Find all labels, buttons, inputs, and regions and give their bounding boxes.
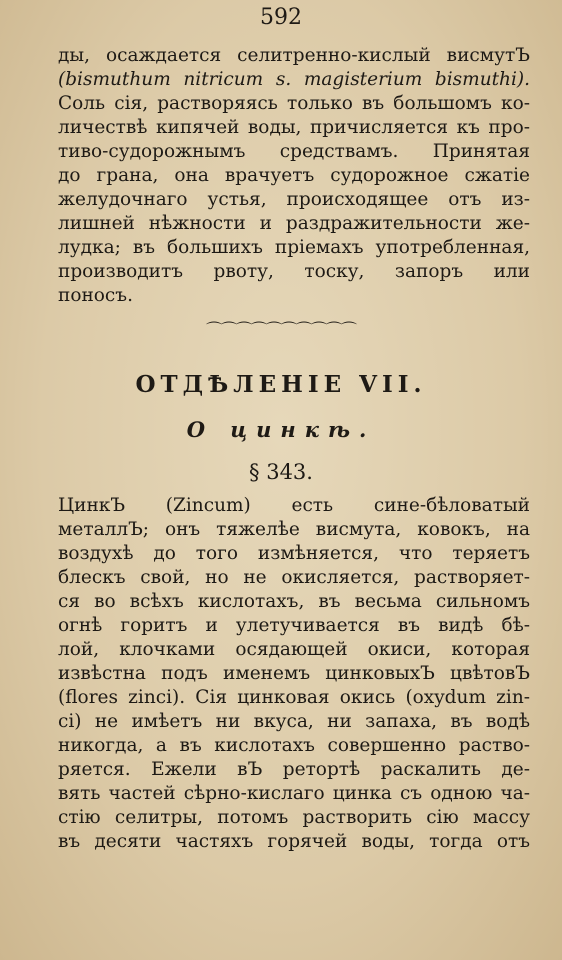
text-line: ряется. Ежели вЪ ретортѣ раскалить де-	[58, 759, 530, 780]
main-paragraph	[58, 494, 530, 854]
decorative-ornament: ⌒⌒⌒⌒⌒⌒⌒⌒⌒⌒	[205, 320, 356, 339]
text-line: вять частей сѣрно-кислаго цинка съ одною ча-	[58, 783, 530, 804]
section-heading: ОТДѢЛЕНІЕ VII.	[135, 371, 427, 398]
text-line: поносъ.	[58, 285, 133, 306]
text-line: лишней нѣжности и раздражительности же-	[58, 213, 530, 234]
text-line: личествѣ кипячей воды, причисляется къ про-	[58, 117, 530, 138]
text-line: Соль сія, растворяясь только въ большомъ ко-	[58, 93, 530, 114]
text-line: производитъ рвоту, тоску, запоръ или	[58, 261, 530, 282]
text-line: стію селитры, потомъ растворить сію массу	[58, 807, 530, 828]
text-line: огнѣ горитъ и улетучивается въ видѣ бѣ-	[58, 615, 530, 636]
text-line: тиво-судорожнымъ средствамъ. Принятая	[58, 141, 530, 162]
text-line: лудка; въ большихъ пріемахъ употребленная,	[58, 237, 530, 258]
text-line: блескъ свой, но не окисляется, растворяет-	[58, 567, 530, 588]
text-line: металлЪ; онъ тяжелѣе висмута, ковокъ, на	[58, 519, 530, 540]
text-line: ды, осаждается селитренно-кислый висмутЪ	[58, 45, 530, 66]
text-line: воздухѣ до того измѣняется, что теряетъ	[58, 543, 530, 564]
text-line: лой, клочками осядающей окиси, которая	[58, 639, 530, 660]
top-paragraph	[58, 44, 530, 308]
text-line: извѣстна подъ именемъ цинковыхЪ цвѣтовЪ	[58, 663, 530, 684]
text-line: ci) не имѣетъ ни вкуса, ни запаха, въ водѣ	[58, 711, 530, 732]
text-line: ЦинкЪ (Zincum) есть сине-бѣловатый	[58, 495, 530, 516]
text-line: въ десяти частяхъ горячей воды, тогда отъ	[58, 831, 530, 852]
text-line: ся во всѣхъ кислотахъ, въ весьма сильномъ	[58, 591, 530, 612]
text-line: до грана, она врачуетъ судорожное сжатіе	[58, 165, 530, 186]
text-line: никогда, а въ кислотахъ совершенно раство-	[58, 735, 530, 756]
section-subtitle: О цинкѣ.	[186, 417, 376, 442]
text-line: желудочнаго устья, происходящее отъ из-	[58, 189, 530, 210]
page-number: 592	[260, 5, 302, 30]
text-line: (bismuthum nitricum s. magisterium bismuthi).	[58, 69, 530, 90]
paragraph-number: § 343.	[249, 460, 313, 484]
text-line: (flores zinci). Сія цинковая окись (oxydum zin-	[58, 687, 530, 708]
